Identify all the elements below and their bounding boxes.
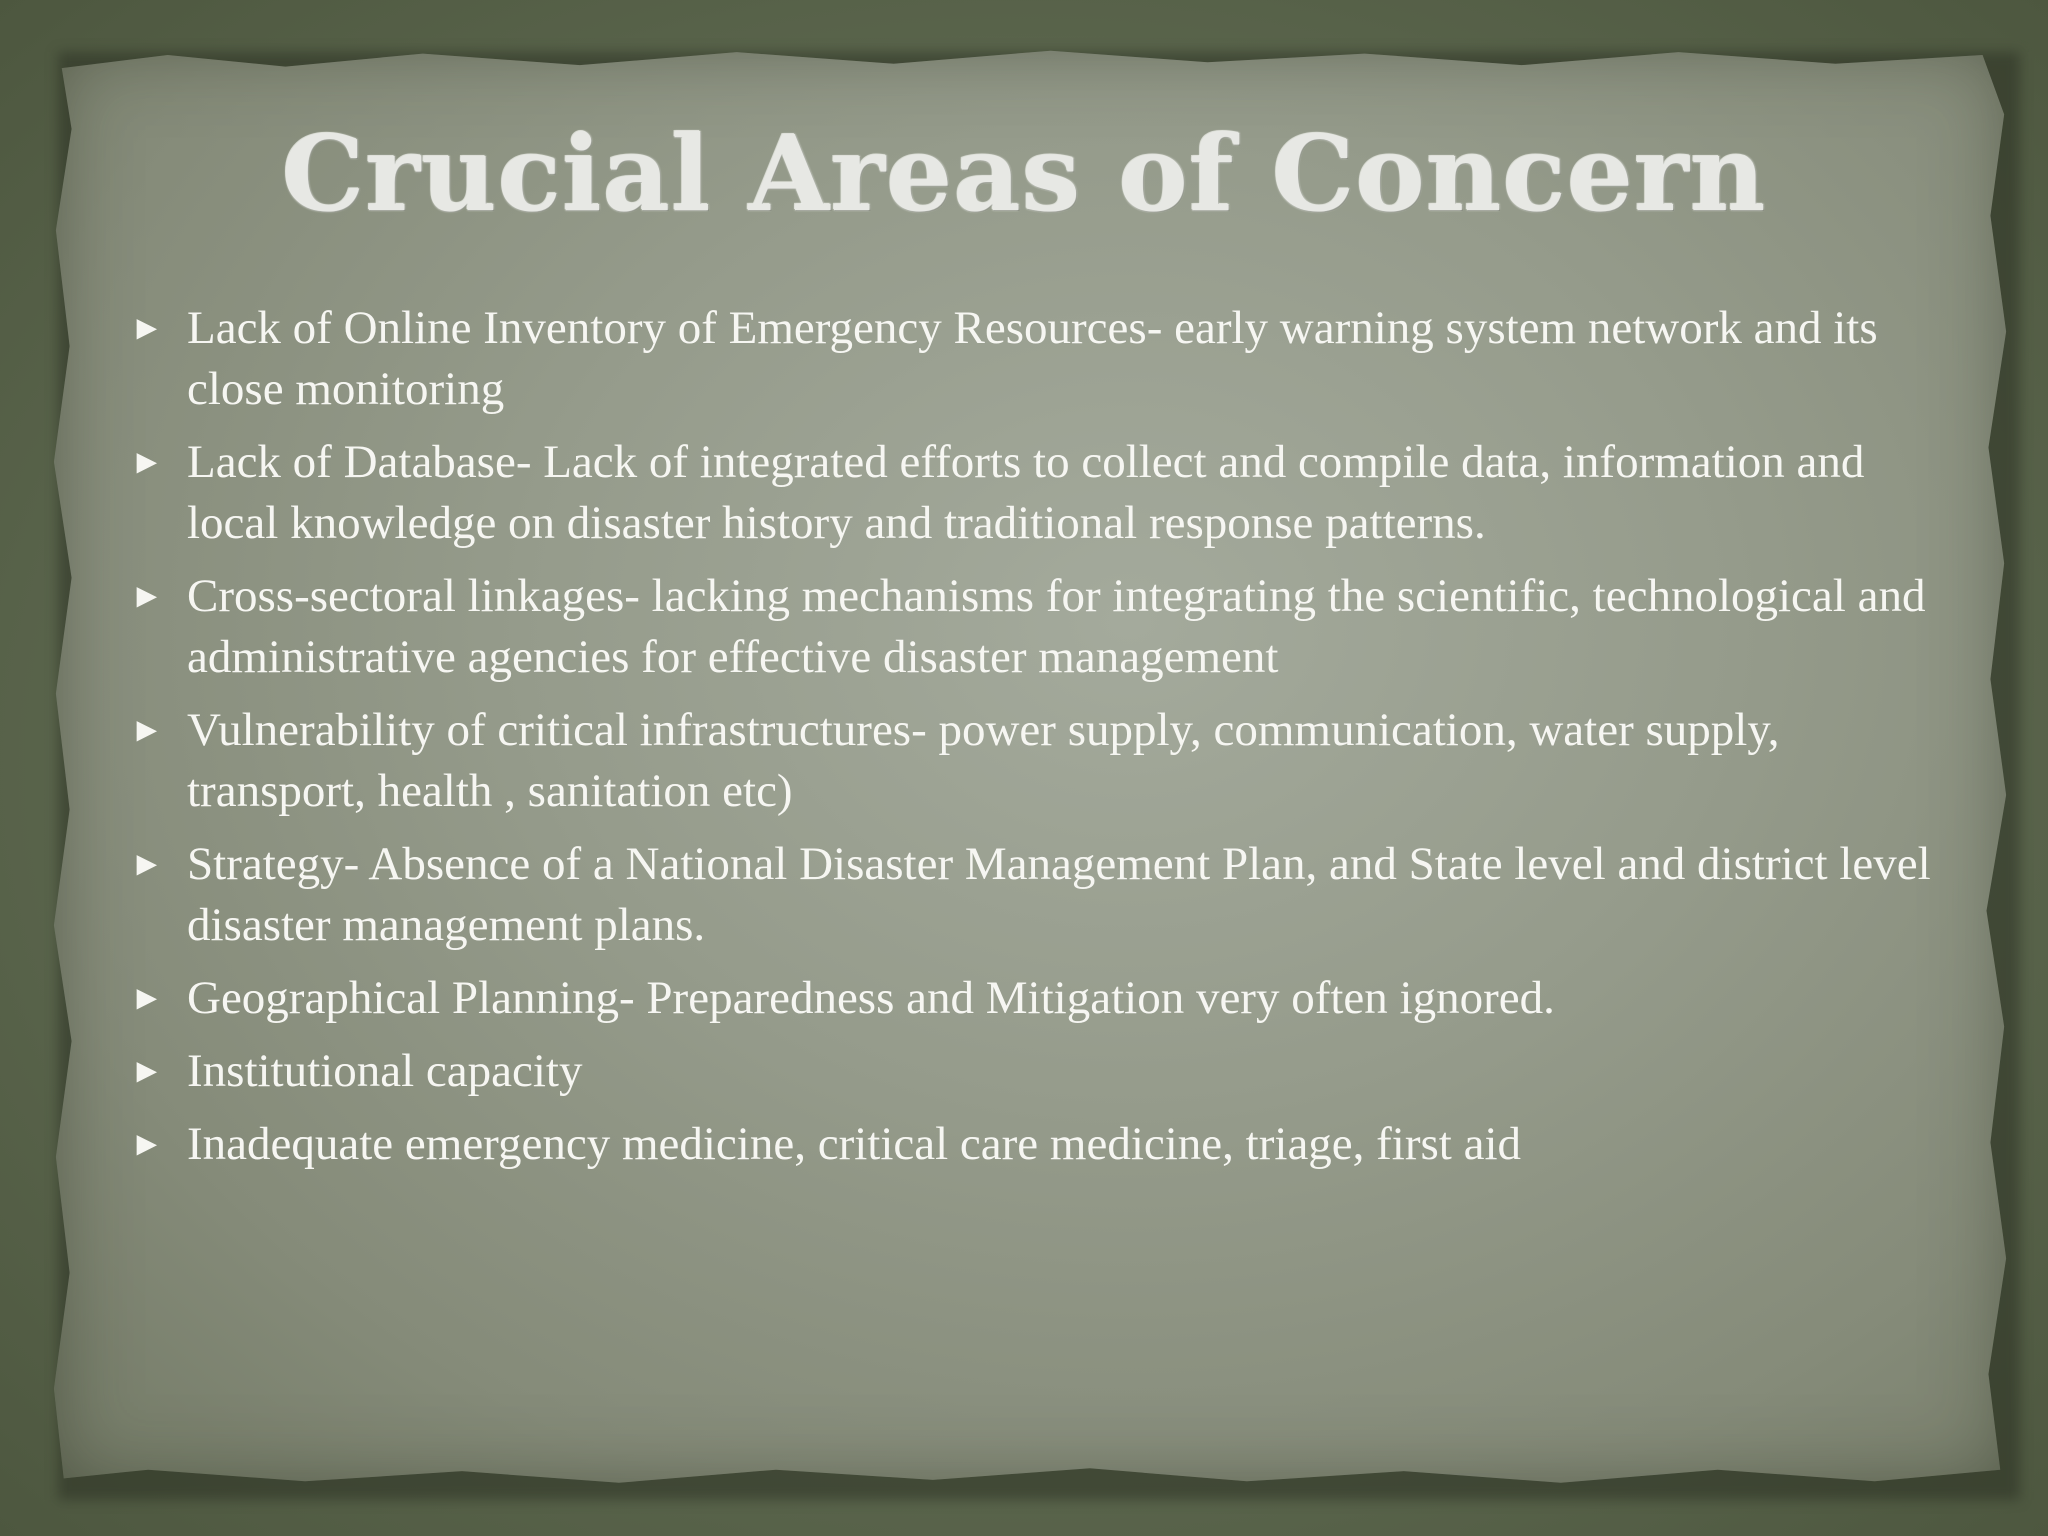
bullet-marker-icon: ► xyxy=(130,846,164,883)
bullet-marker-icon: ► xyxy=(130,980,164,1017)
bullet-marker-icon: ► xyxy=(130,310,164,347)
bullet-item xyxy=(130,566,1960,688)
bullet-text: Vulnerability of critical infrastructures- power supply, communication, water supply, transport, health , sanitation etc) xyxy=(187,704,1780,817)
bullet-marker-icon: ► xyxy=(130,444,164,481)
bullet-text: Lack of Database- Lack of integrated efforts to collect and compile data, information and local knowledge on disaster history and traditional response patterns. xyxy=(187,436,1865,549)
slide-title: Crucial Areas of Concern xyxy=(281,112,1767,235)
bullet-item xyxy=(130,968,1960,1029)
bullet-text: Lack of Online Inventory of Emergency Resources- early warning system network and its close monitoring xyxy=(187,302,1878,415)
bullet-list xyxy=(130,298,1960,1187)
bullet-marker-icon: ► xyxy=(130,712,164,749)
bullet-item xyxy=(130,834,1960,956)
bullet-text: Cross-sectoral linkages- lacking mechanisms for integrating the scientific, technological and administrative agencies for effective disaster management xyxy=(187,570,1926,683)
bullet-text: Institutional capacity xyxy=(187,1045,583,1097)
bullet-item xyxy=(130,700,1960,822)
bullet-text: Inadequate emergency medicine, critical care medicine, triage, first aid xyxy=(187,1118,1522,1170)
bullet-marker-icon: ► xyxy=(130,1053,164,1090)
bullet-item xyxy=(130,298,1960,420)
bullet-marker-icon: ► xyxy=(130,578,164,615)
bullet-item xyxy=(130,1041,1960,1102)
bullet-text: Geographical Planning- Preparedness and Mitigation very often ignored. xyxy=(187,972,1555,1024)
bullet-text: Strategy- Absence of a National Disaster Management Plan, and State level and district level disaster management plans. xyxy=(187,838,1931,951)
bullet-item xyxy=(130,1114,1960,1175)
bullet-item xyxy=(130,432,1960,554)
bullet-marker-icon: ► xyxy=(130,1126,164,1163)
